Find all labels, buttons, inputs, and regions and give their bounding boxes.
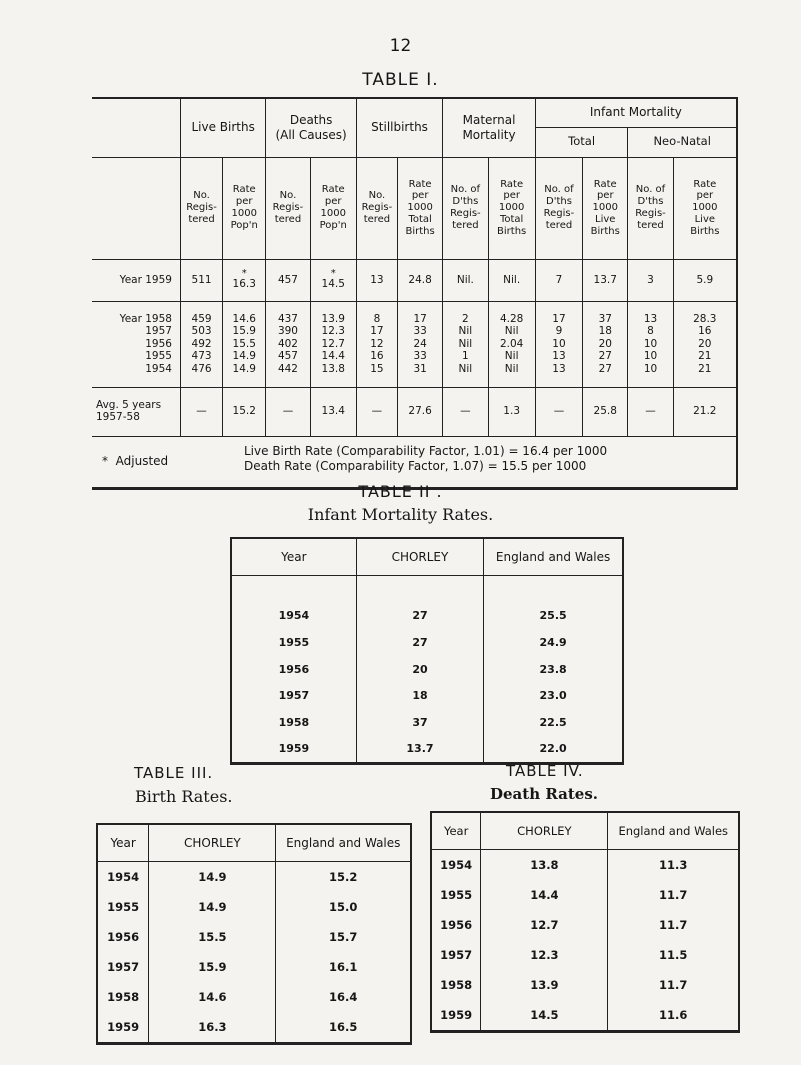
table-row: 1957 18 23.0 [231, 682, 623, 709]
group-infant-mortality: Infant Mortality [535, 99, 736, 127]
group-maternal-mortality: Maternal Mortality [443, 99, 536, 157]
history-cell: 13 8 10 10 10 [628, 301, 673, 387]
table1 [92, 97, 738, 490]
col-header: Rate per 1000 Total Births [398, 157, 443, 259]
col-header: Rate per 1000 Pop'n [310, 157, 356, 259]
table2-subtitle: Infant Mortality Rates. [307, 505, 494, 524]
group-live-births: Live Births [180, 99, 265, 157]
table1-title: TABLE I. [362, 70, 439, 90]
cell: 13 [356, 259, 397, 301]
header-chorley: CHORLEY [149, 824, 276, 862]
col-header: No. Regis- tered [356, 157, 397, 259]
table-row: 1957 12.3 11.5 [431, 940, 739, 970]
cell: — [356, 387, 397, 436]
col-header: Rate per 1000 Pop'n [223, 157, 266, 259]
group-deaths: Deaths (All Causes) [266, 99, 357, 157]
cell: 511 [180, 259, 222, 301]
table-row: 1955 27 24.9 [231, 629, 623, 656]
group-stillbirths: Stillbirths [356, 99, 442, 157]
history-cell: 437 390 402 457 442 [266, 301, 310, 387]
table3-subtitle: Birth Rates. [135, 787, 233, 806]
history-cell: 459 503 492 473 476 [180, 301, 222, 387]
header-year: Year [431, 812, 481, 850]
cell: 24.8 [398, 259, 443, 301]
footnote-adjusted: * Adjusted [102, 454, 169, 468]
col-header: No. Regis- tered [266, 157, 310, 259]
adjusted-star: * [241, 268, 247, 280]
table-row: 1958 13.9 11.7 [431, 970, 739, 1000]
table-row: 1955 14.4 11.7 [431, 880, 739, 910]
cell: * 14.5 [310, 259, 356, 301]
cell: — [535, 387, 582, 436]
cell: — [266, 387, 310, 436]
table-row: 1956 15.5 15.7 [97, 922, 411, 952]
table-row: 1959 14.5 11.6 [431, 1000, 739, 1032]
history-cell: 4.28 Nil 2.04 Nil Nil [488, 301, 535, 387]
group-infant-total: Total [535, 127, 628, 157]
history-cell: 14.6 15.9 15.5 14.9 14.9 [223, 301, 266, 387]
table2-header [231, 538, 623, 576]
row-year-1959 [92, 259, 736, 301]
table-row: 1958 37 22.5 [231, 709, 623, 736]
table-row: 1958 14.6 16.4 [97, 982, 411, 1012]
table1-footnote [92, 441, 736, 483]
header-england-wales: England and Wales [276, 824, 411, 862]
table4-header [431, 812, 739, 850]
cell: 13.4 [310, 387, 356, 436]
table4-title: TABLE IV. [506, 762, 584, 780]
table1-grid [92, 99, 736, 437]
table3-header [97, 824, 411, 862]
cell: 21.2 [673, 387, 736, 436]
cell: 27.6 [398, 387, 443, 436]
history-cell: 28.3 16 20 21 21 [673, 301, 736, 387]
group-infant-neonatal: Neo-Natal [628, 127, 736, 157]
adjusted-star: * [330, 268, 336, 280]
cell: — [443, 387, 488, 436]
page-number: 12 [389, 36, 412, 56]
table-row: 1954 13.8 11.3 [431, 850, 739, 881]
header-year: Year [231, 538, 356, 576]
table-row: 1959 13.7 22.0 [231, 736, 623, 764]
table-row: 1959 16.3 16.5 [97, 1012, 411, 1044]
cell: 7 [535, 259, 582, 301]
table3-title: TABLE III. [134, 764, 214, 782]
rows-1954-1958 [92, 301, 736, 387]
col-header: Rate per 1000 Live Births [583, 157, 628, 259]
header-england-wales: England and Wales [608, 812, 739, 850]
history-cell: 2 Nil Nil 1 Nil [443, 301, 488, 387]
col-header: No. of D'ths Regis- tered [443, 157, 488, 259]
cell: 25.8 [583, 387, 628, 436]
history-cell: 17 33 24 33 31 [398, 301, 443, 387]
table-row: 1955 14.9 15.0 [97, 892, 411, 922]
history-cell: 37 18 20 27 27 [583, 301, 628, 387]
table4-subtitle: Death Rates. [490, 785, 598, 803]
history-cell: 13.9 12.3 12.7 14.4 13.8 [310, 301, 356, 387]
header-year: Year [97, 824, 149, 862]
col-header: Rate per 1000 Live Births [673, 157, 736, 259]
cell: 3 [628, 259, 673, 301]
table4 [430, 811, 740, 1033]
row-average [92, 387, 736, 436]
footnote-birth-rate: Live Birth Rate (Comparability Factor, 1.01) = 16.4 per 1000 [244, 444, 608, 458]
col-header: No. of D'ths Regis- tered [535, 157, 582, 259]
history-labels: Year 1958 1957 1956 1955 1954 [92, 301, 180, 387]
cell: * 16.3 [223, 259, 266, 301]
history-cell: 17 9 10 13 13 [535, 301, 582, 387]
footnote-death-rate: Death Rate (Comparability Factor, 1.07) = 15.5 per 1000 [244, 459, 587, 473]
table-row: 1956 20 23.8 [231, 656, 623, 683]
row-label: Avg. 5 years 1957-58 [92, 387, 180, 436]
table-row: 1954 27 25.5 [231, 603, 623, 630]
cell: 1.3 [488, 387, 535, 436]
header-chorley: CHORLEY [481, 812, 608, 850]
cell: 5.9 [673, 259, 736, 301]
table-row: 1957 15.9 16.1 [97, 952, 411, 982]
col-header: No. of D'ths Regis- tered [628, 157, 673, 259]
cell: — [628, 387, 673, 436]
cell: Nil. [443, 259, 488, 301]
header-chorley: CHORLEY [356, 538, 483, 576]
cell: 15.2 [223, 387, 266, 436]
cell: Nil. [488, 259, 535, 301]
cell: 457 [266, 259, 310, 301]
history-cell: 8 17 12 16 15 [356, 301, 397, 387]
table-row: 1956 12.7 11.7 [431, 910, 739, 940]
table3 [96, 823, 412, 1045]
cell: — [180, 387, 222, 436]
row-label: Year 1959 [92, 259, 180, 301]
cell: 13.7 [583, 259, 628, 301]
table2-title: TABLE II . [358, 482, 443, 501]
table-row: 1954 14.9 15.2 [97, 862, 411, 893]
col-header: No. Regis- tered [180, 157, 222, 259]
col-header: Rate per 1000 Total Births [488, 157, 535, 259]
header-england-wales: England and Wales [484, 538, 623, 576]
table2 [230, 537, 624, 765]
column-header-row [92, 157, 736, 259]
